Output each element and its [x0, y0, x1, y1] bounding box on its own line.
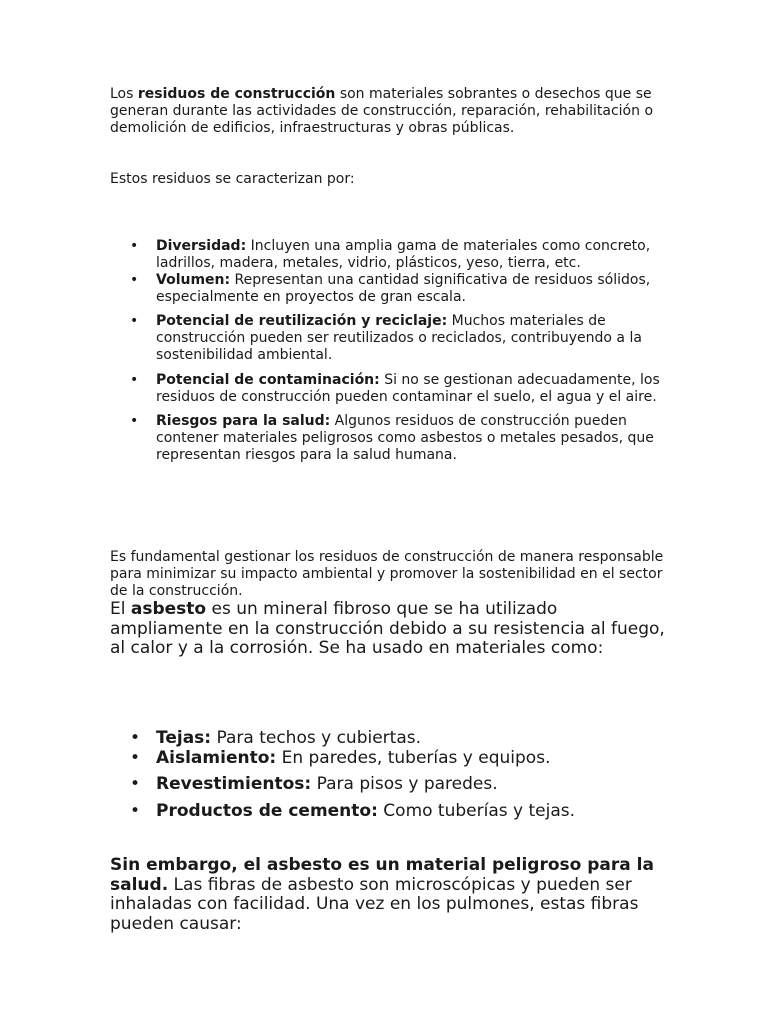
intro-term: residuos de construcción	[137, 86, 336, 102]
item-text: Muchos materiales de construcción pueden ser reutilizados o reciclados, contribuyendo a la sostenibilidad ambiental.	[156, 313, 642, 363]
intro-rest: son materiales sobrantes o desechos que se generan durante las actividades de construcción, reparación, rehabilitación o demolición de edificios, infraestructuras y obras públicas.	[110, 86, 654, 136]
asbestos-uses-list	[110, 729, 670, 821]
bullet: •	[130, 774, 141, 794]
bullet: •	[130, 413, 139, 429]
characteristics-intro: Estos residuos se caracterizan por:	[110, 171, 355, 187]
danger-rest: Las fibras de asbesto son microscópicas y pueden ser inhaladas con facilidad. Una vez en los pulmones, estas fibras pueden causar:	[110, 874, 639, 934]
item-term: Volumen:	[156, 272, 231, 288]
bullet: •	[130, 728, 141, 748]
item-term: Revestimientos:	[156, 774, 312, 794]
management-paragraph: Es fundamental gestionar los residuos de construcción de manera responsable para minimizar su impacto ambiental y promover la sostenibilidad en el sector de la construcción.	[110, 549, 664, 599]
item-text: Como tuberías y tejas.	[377, 800, 576, 821]
item-text: Si no se gestionan adecuadamente, los residuos de construcción pueden contaminar el suelo, el agua y el aire.	[156, 372, 660, 405]
list-item	[110, 272, 670, 306]
list-item	[110, 313, 670, 364]
item-term: Diversidad:	[156, 238, 247, 254]
item-text: Incluyen una amplia gama de materiales como concreto, ladrillos, madera, metales, vidrio, plásticos, yeso, tierra, etc.	[156, 238, 651, 271]
bullet: •	[130, 238, 139, 254]
asbestos-rest: es un mineral fibroso que se ha utilizado ampliamente en la construcción debido a su resistencia al fuego, al calor y a la corrosión. Se ha usado en materiales como:	[110, 599, 665, 658]
item-term: Potencial de contaminación:	[156, 372, 380, 388]
asbestos-intro-paragraph	[110, 600, 670, 659]
item-text: En paredes, tuberías y equipos.	[276, 747, 551, 768]
item-term: Potencial de reutilización y reciclaje:	[156, 313, 448, 329]
item-term: Tejas:	[156, 728, 212, 748]
item-text: Algunos residuos de construcción pueden contener materiales peligrosos como asbestos o metales pesados, que representan riesgos para la salud humana.	[156, 413, 654, 463]
characteristics-list	[110, 238, 670, 464]
bullet: •	[130, 313, 139, 329]
item-text: Para techos y cubiertas.	[211, 728, 422, 748]
item-term: Productos de cemento:	[156, 800, 378, 821]
list-item	[110, 749, 670, 769]
item-text: Representan una cantidad significativa de residuos sólidos, especialmente en proyectos de gran escala.	[156, 272, 651, 305]
list-item	[110, 729, 670, 749]
asbestos-lead: El	[110, 599, 131, 619]
item-text: Para pisos y paredes.	[311, 774, 498, 794]
danger-paragraph	[110, 856, 670, 934]
asbestos-term: asbesto	[130, 599, 207, 619]
bullet: •	[130, 272, 139, 288]
list-item	[110, 802, 670, 822]
list-item	[110, 238, 670, 272]
list-item	[110, 372, 670, 406]
danger-term: Sin embargo, el asbesto es un material peligroso para la salud.	[110, 855, 654, 895]
bullet: •	[130, 747, 141, 768]
item-term: Riesgos para la salud:	[156, 413, 331, 429]
intro-lead: Los	[110, 86, 138, 102]
list-item	[110, 775, 670, 795]
intro-paragraph	[110, 86, 670, 137]
bullet: •	[130, 372, 139, 388]
item-term: Aislamiento:	[156, 747, 277, 768]
list-item	[110, 413, 670, 464]
bullet: •	[130, 800, 141, 821]
